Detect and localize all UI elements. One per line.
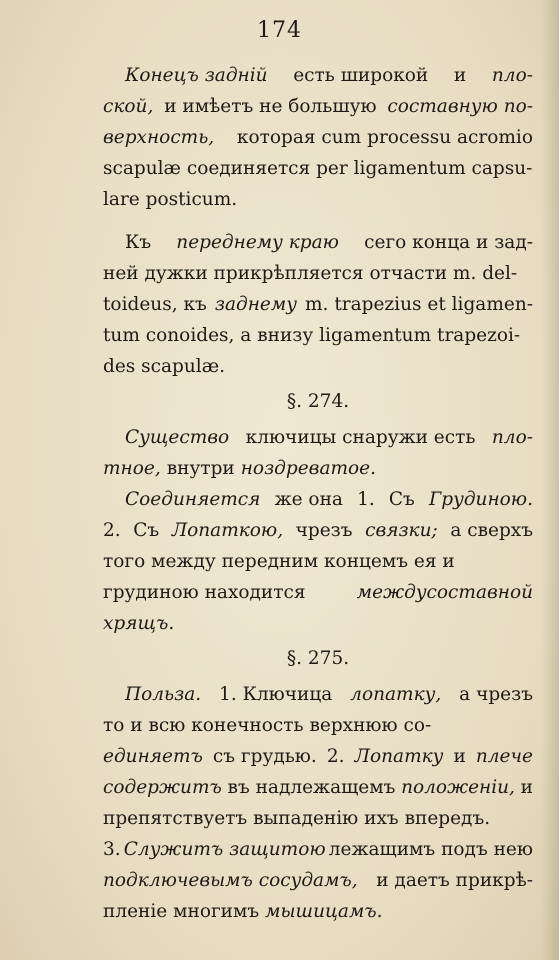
text-line: то и всю конечность верхнюю со- <box>103 715 432 736</box>
text-line: des scapulæ. <box>103 356 225 377</box>
page-number: 174 <box>257 18 302 43</box>
text-line: грудиною находится междусоставной <box>103 582 533 603</box>
text-line: lare posticum. <box>103 189 238 210</box>
page-edge-shadow <box>541 0 559 960</box>
text-line: единяетъ съ грудью. 2. Лопатку и плече <box>103 746 533 767</box>
text-line: хрящъ. <box>103 613 175 634</box>
text-line: 2. Съ Лопаткою, чрезъ связки; а сверхъ <box>103 520 533 541</box>
text-line: верхность, которая cum processu acromio <box>103 127 533 148</box>
text-line: ней дужки прикрѣпляется отчасти m. del- <box>103 263 518 284</box>
text-line: Къ переднему краю сего конца и зад- <box>125 232 533 253</box>
page-text <box>103 60 533 927</box>
section-heading: §. 274. <box>286 391 350 412</box>
text-line: Существо ключицы снаружи есть пло- <box>125 427 533 448</box>
text-line: scapulæ соединяется per ligamentum capsu- <box>103 158 533 179</box>
text-line: tum conoides, а внизу ligamentum trapezoi- <box>103 325 521 346</box>
text-line: Соединяется же она 1. Съ Грудиною. <box>125 489 533 510</box>
text-line: toideus, къ заднему m. trapezius et ligamen- <box>103 294 533 315</box>
text-line: содержитъ въ надлежащемъ положеніи, и <box>103 777 533 798</box>
text-line: препятствуетъ выпаденію ихъ впередъ. <box>103 808 491 829</box>
text-line: ской, и имѣетъ не большую составную по- <box>103 96 533 117</box>
text-line: тное, внутри ноздреватое. <box>103 458 376 479</box>
text-line: пленіе многимъ мышицамъ. <box>103 901 383 922</box>
text-line: Конецъ задній есть широкой и пло- <box>125 65 533 86</box>
text-line: 3. Служитъ защитою лежащимъ подъ нею <box>103 839 533 860</box>
text-line: того между передним концемъ ея и <box>103 551 455 572</box>
text-line: подключевымъ сосудамъ, и даетъ прикрѣ- <box>103 870 533 891</box>
section-heading: §. 275. <box>286 648 350 669</box>
text-line: Польза. 1. Ключица лопатку, а чрезъ <box>125 684 533 705</box>
